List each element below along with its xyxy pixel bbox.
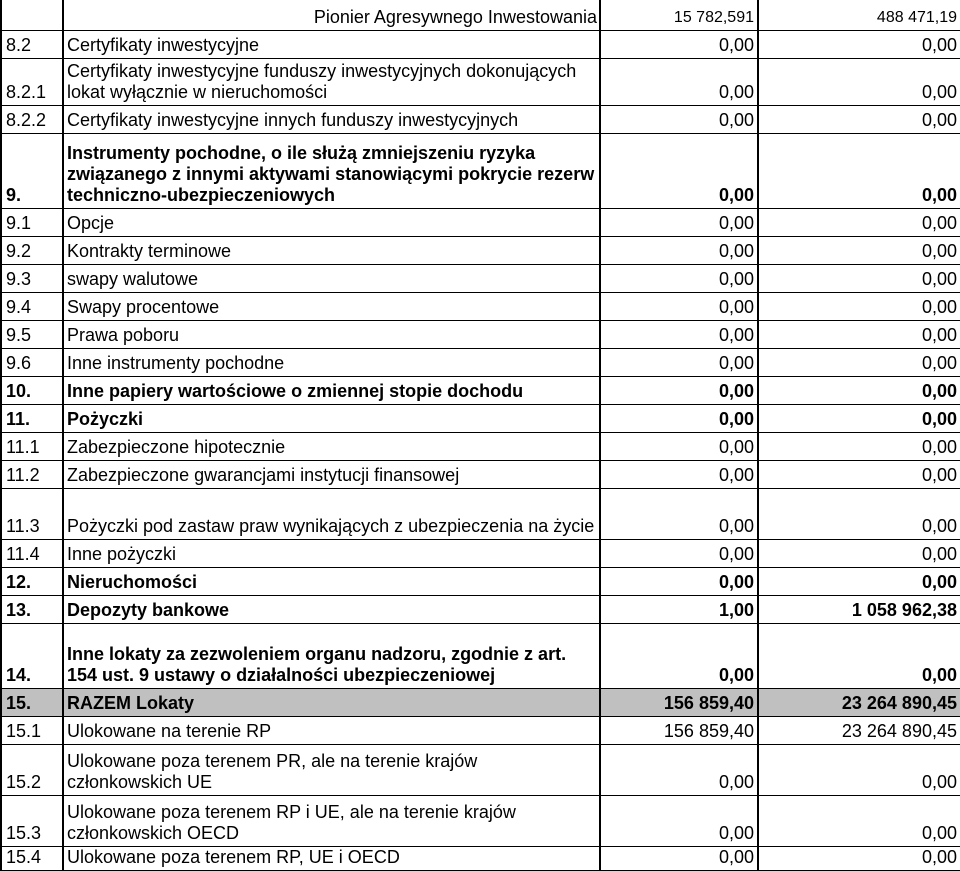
row-number: 9.3 xyxy=(1,264,63,292)
row-value-1: 0,00 xyxy=(600,320,758,348)
row-value-2: 23 264 890,45 xyxy=(758,688,960,716)
row-number: 15. xyxy=(1,688,63,716)
row-value-1: 0,00 xyxy=(600,264,758,292)
row-number: 8.2.2 xyxy=(1,105,63,133)
row-description: swapy walutowe xyxy=(63,264,600,292)
table-row xyxy=(1,30,960,58)
row-description: Prawa poboru xyxy=(63,320,600,348)
row-number: 11.4 xyxy=(1,539,63,567)
row-value-1: 0,00 xyxy=(600,292,758,320)
table-row xyxy=(1,208,960,236)
row-number: 13. xyxy=(1,595,63,623)
row-number: 8.2 xyxy=(1,30,63,58)
row-value-2: 0,00 xyxy=(758,567,960,595)
row-value-2: 0,00 xyxy=(758,58,960,105)
table-row xyxy=(1,539,960,567)
row-description: RAZEM Lokaty xyxy=(63,688,600,716)
table-row xyxy=(1,795,960,846)
table-row xyxy=(1,105,960,133)
row-value-2: 0,00 xyxy=(758,623,960,688)
row-description: Inne lokaty za zezwoleniem organu nadzoru, zgodnie z art. 154 ust. 9 ustawy o działalności ubezpieczeniowej xyxy=(63,623,600,688)
table-row xyxy=(1,348,960,376)
row-description: Instrumenty pochodne, o ile służą zmniejszeniu ryzyka związanego z innymi aktywami stanowiącymi pokrycie rezerw techniczno-ubezpieczeniowych xyxy=(63,133,600,208)
row-description: Zabezpieczone hipotecznie xyxy=(63,432,600,460)
row-description: Pożyczki pod zastaw praw wynikających z ubezpieczenia na życie xyxy=(63,488,600,539)
row-value-2: 0,00 xyxy=(758,320,960,348)
row-value-2: 23 264 890,45 xyxy=(758,716,960,744)
row-value-1: 0,00 xyxy=(600,460,758,488)
row-description: Nieruchomości xyxy=(63,567,600,595)
table-row xyxy=(1,133,960,208)
row-value-1: 0,00 xyxy=(600,432,758,460)
row-value-1: 0,00 xyxy=(600,846,758,870)
row-value-2: 488 471,19 xyxy=(758,0,960,30)
table-row xyxy=(1,0,960,30)
row-description: Certyfikaty inwestycyjne funduszy inwestycyjnych dokonujących lokat wyłącznie w nieruchomości xyxy=(63,58,600,105)
row-value-1: 0,00 xyxy=(600,58,758,105)
row-value-1: 0,00 xyxy=(600,376,758,404)
investment-table-body xyxy=(1,0,960,870)
row-description: Pionier Agresywnego Inwestowania xyxy=(63,0,600,30)
table-row xyxy=(1,432,960,460)
row-value-1: 156 859,40 xyxy=(600,716,758,744)
row-number: 14. xyxy=(1,623,63,688)
row-value-2: 0,00 xyxy=(758,539,960,567)
row-number: 9. xyxy=(1,133,63,208)
table-row xyxy=(1,716,960,744)
row-value-1: 0,00 xyxy=(600,623,758,688)
row-value-1: 0,00 xyxy=(600,105,758,133)
row-value-1: 156 859,40 xyxy=(600,688,758,716)
row-value-1: 1,00 xyxy=(600,595,758,623)
row-value-1: 0,00 xyxy=(600,236,758,264)
table-row xyxy=(1,744,960,795)
row-description: Ulokowane poza terenem RP, UE i OECD xyxy=(63,846,600,870)
table-row xyxy=(1,846,960,870)
table-row xyxy=(1,488,960,539)
row-number: 9.5 xyxy=(1,320,63,348)
row-value-2: 0,00 xyxy=(758,404,960,432)
row-number: 15.4 xyxy=(1,846,63,870)
row-value-2: 0,00 xyxy=(758,432,960,460)
row-value-2: 0,00 xyxy=(758,488,960,539)
row-value-2: 0,00 xyxy=(758,236,960,264)
row-value-2: 0,00 xyxy=(758,292,960,320)
row-number: 9.1 xyxy=(1,208,63,236)
table-row xyxy=(1,460,960,488)
row-value-2: 0,00 xyxy=(758,460,960,488)
row-description: Depozyty bankowe xyxy=(63,595,600,623)
row-value-1: 0,00 xyxy=(600,133,758,208)
row-number: 15.2 xyxy=(1,744,63,795)
table-row xyxy=(1,688,960,716)
row-value-2: 0,00 xyxy=(758,133,960,208)
row-description: Pożyczki xyxy=(63,404,600,432)
row-description: Zabezpieczone gwarancjami instytucji finansowej xyxy=(63,460,600,488)
row-value-1: 0,00 xyxy=(600,348,758,376)
row-description: Kontrakty terminowe xyxy=(63,236,600,264)
row-value-1: 0,00 xyxy=(600,404,758,432)
row-value-2: 0,00 xyxy=(758,30,960,58)
row-description: Certyfikaty inwestycyjne innych funduszy inwestycyjnych xyxy=(63,105,600,133)
table-row xyxy=(1,404,960,432)
row-value-2: 0,00 xyxy=(758,264,960,292)
table-row xyxy=(1,567,960,595)
row-description: Inne pożyczki xyxy=(63,539,600,567)
row-description: Inne papiery wartościowe o zmiennej stopie dochodu xyxy=(63,376,600,404)
table-row xyxy=(1,320,960,348)
row-value-1: 0,00 xyxy=(600,744,758,795)
row-value-2: 1 058 962,38 xyxy=(758,595,960,623)
row-number: 11.3 xyxy=(1,488,63,539)
row-value-1: 15 782,591 xyxy=(600,0,758,30)
row-value-2: 0,00 xyxy=(758,846,960,870)
row-number: 15.3 xyxy=(1,795,63,846)
row-value-2: 0,00 xyxy=(758,795,960,846)
row-number: 9.2 xyxy=(1,236,63,264)
row-number: 11.2 xyxy=(1,460,63,488)
table-row xyxy=(1,264,960,292)
row-description: Opcje xyxy=(63,208,600,236)
row-number: 12. xyxy=(1,567,63,595)
table-row xyxy=(1,595,960,623)
row-number: 15.1 xyxy=(1,716,63,744)
row-value-2: 0,00 xyxy=(758,208,960,236)
row-number: 8.2.1 xyxy=(1,58,63,105)
row-description: Ulokowane na terenie RP xyxy=(63,716,600,744)
row-number: 9.6 xyxy=(1,348,63,376)
row-number xyxy=(1,0,63,30)
row-value-1: 0,00 xyxy=(600,539,758,567)
row-value-1: 0,00 xyxy=(600,567,758,595)
table-row xyxy=(1,58,960,105)
row-value-1: 0,00 xyxy=(600,795,758,846)
row-number: 11.1 xyxy=(1,432,63,460)
table-row xyxy=(1,292,960,320)
row-number: 11. xyxy=(1,404,63,432)
row-description: Ulokowane poza terenem RP i UE, ale na terenie krajów członkowskich OECD xyxy=(63,795,600,846)
row-number: 9.4 xyxy=(1,292,63,320)
row-number: 10. xyxy=(1,376,63,404)
row-description: Inne instrumenty pochodne xyxy=(63,348,600,376)
row-value-2: 0,00 xyxy=(758,348,960,376)
row-value-1: 0,00 xyxy=(600,30,758,58)
row-value-2: 0,00 xyxy=(758,105,960,133)
row-description: Ulokowane poza terenem PR, ale na terenie krajów członkowskich UE xyxy=(63,744,600,795)
row-description: Swapy procentowe xyxy=(63,292,600,320)
row-description: Certyfikaty inwestycyjne xyxy=(63,30,600,58)
table-row xyxy=(1,236,960,264)
row-value-2: 0,00 xyxy=(758,376,960,404)
table-row xyxy=(1,376,960,404)
row-value-1: 0,00 xyxy=(600,208,758,236)
row-value-2: 0,00 xyxy=(758,744,960,795)
row-value-1: 0,00 xyxy=(600,488,758,539)
table-row xyxy=(1,623,960,688)
